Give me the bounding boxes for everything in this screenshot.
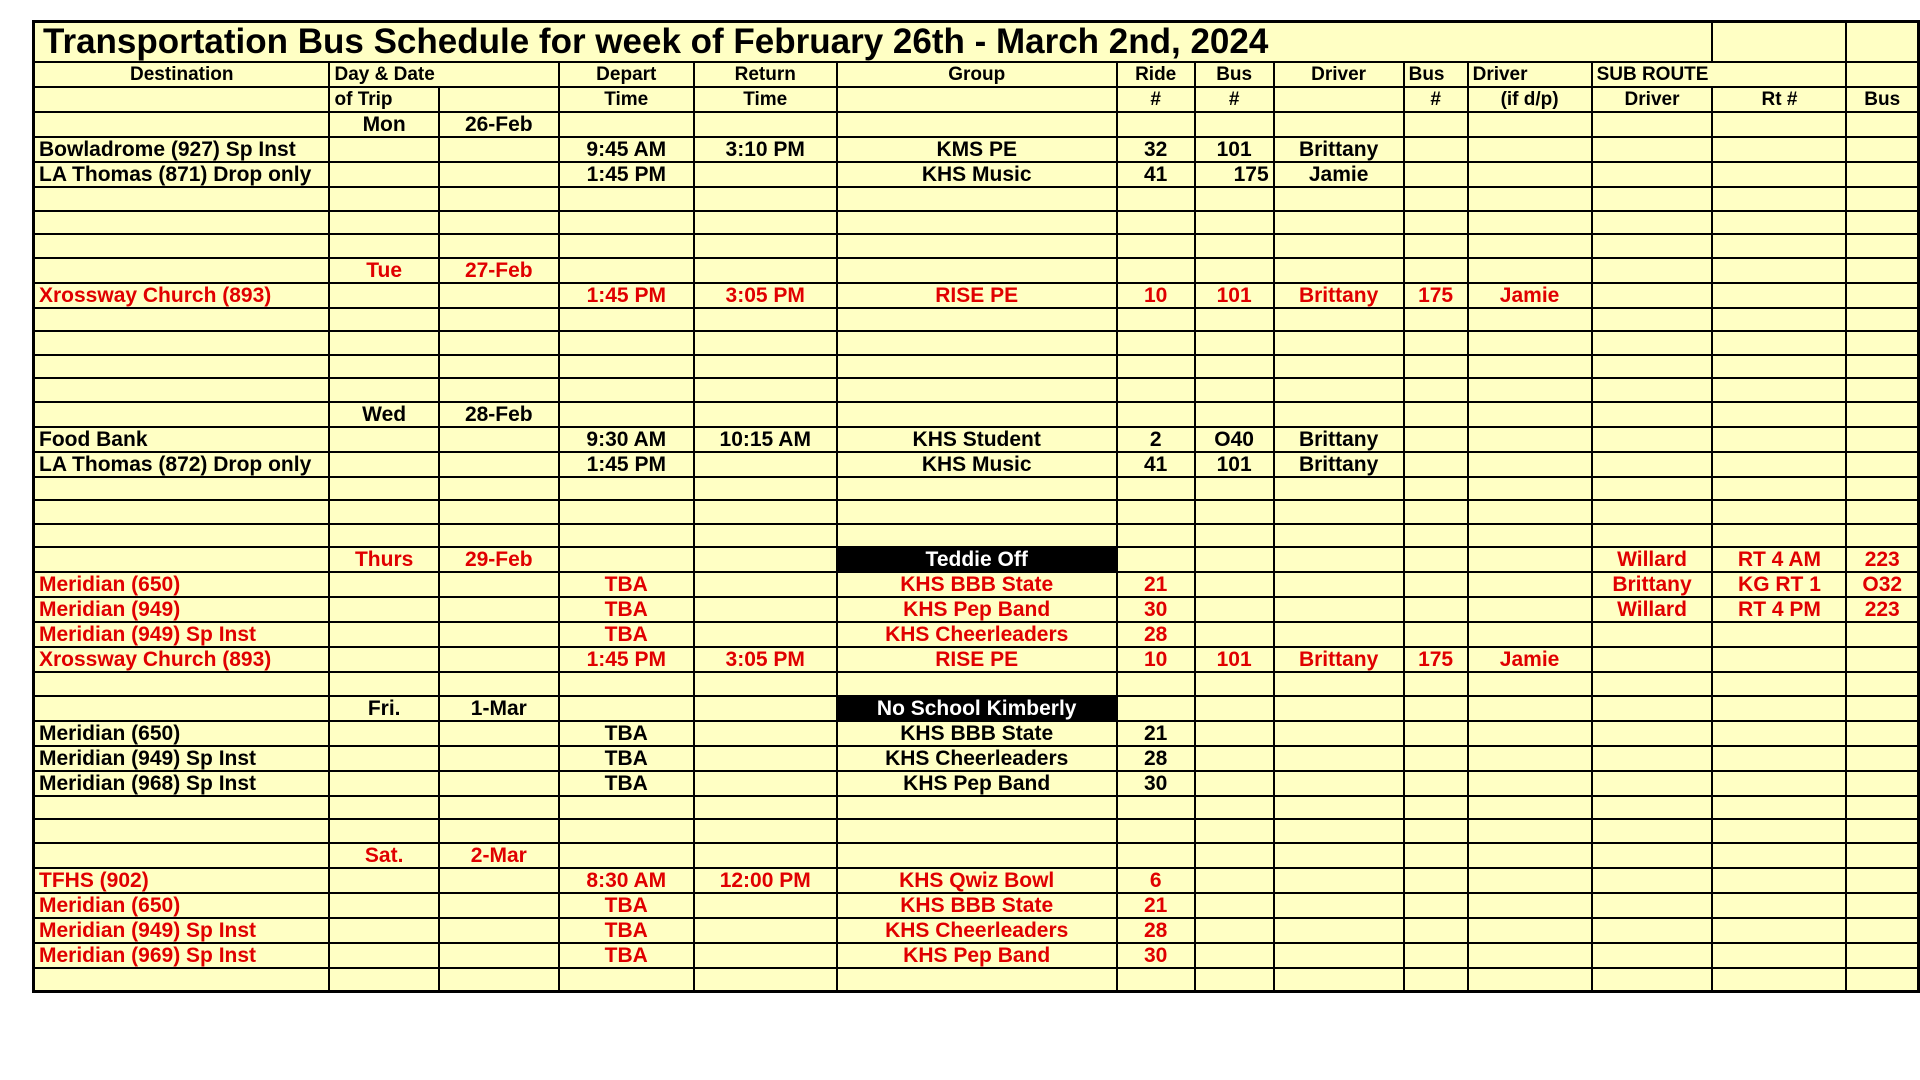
day-label: Mon: [329, 112, 438, 137]
trip-bus: 175: [1195, 162, 1274, 187]
trip-destination: LA Thomas (872) Drop only: [34, 452, 330, 477]
trip-bus-2: 175: [1404, 647, 1468, 672]
trip-group: KHS Cheerleaders: [837, 918, 1117, 943]
header-driver: Driver: [1274, 62, 1404, 87]
trip-row: [34, 572, 1919, 597]
trip-row: [34, 162, 1919, 187]
empty-row: [34, 477, 1919, 501]
header-row-2: [34, 87, 1919, 112]
day-row-thu: [34, 547, 1919, 572]
day-row-mon: [34, 112, 1919, 137]
trip-ride: 41: [1117, 162, 1195, 187]
trip-driver: Brittany: [1274, 647, 1404, 672]
trip-destination: Xrossway Church (893): [34, 283, 330, 308]
sub-driver: Brittany: [1592, 572, 1713, 597]
trip-ride: 6: [1117, 868, 1195, 893]
trip-depart: TBA: [559, 597, 694, 622]
header-return: Return: [694, 62, 837, 87]
trip-group: KHS Student: [837, 427, 1117, 452]
trip-depart: TBA: [559, 893, 694, 918]
day-note-banner: Teddie Off: [837, 547, 1117, 572]
trip-group: KHS BBB State: [837, 721, 1117, 746]
trip-driver: Brittany: [1274, 137, 1404, 162]
trip-return: 3:10 PM: [694, 137, 837, 162]
day-label: Tue: [329, 258, 438, 283]
header-blank: [837, 87, 1117, 112]
trip-row: [34, 868, 1919, 893]
trip-depart: TBA: [559, 622, 694, 647]
trip-depart: 8:30 AM: [559, 868, 694, 893]
day-label: Thurs: [329, 547, 438, 572]
trip-bus: 101: [1195, 452, 1274, 477]
trip-depart: 1:45 PM: [559, 283, 694, 308]
header-group: Group: [837, 62, 1117, 87]
trip-destination: Meridian (968) Sp Inst: [34, 771, 330, 796]
schedule-table: [32, 20, 1920, 993]
trip-bus: O40: [1195, 427, 1274, 452]
day-row-fri: [34, 696, 1919, 721]
header-day-date: Day & Date: [329, 62, 438, 87]
sub-route-number: RT 4 AM: [1712, 547, 1846, 572]
trip-group: KHS Qwiz Bowl: [837, 868, 1117, 893]
trip-ride: 21: [1117, 721, 1195, 746]
sub-route-number: KG RT 1: [1712, 572, 1846, 597]
trip-destination: Meridian (650): [34, 572, 330, 597]
trip-depart: TBA: [559, 943, 694, 968]
trip-group: KHS Pep Band: [837, 771, 1117, 796]
trip-ride: 21: [1117, 572, 1195, 597]
trip-row: [34, 427, 1919, 452]
header-return-time: Time: [694, 87, 837, 112]
trip-bus-2: 175: [1404, 283, 1468, 308]
header-sub-route: SUB ROUTE: [1592, 62, 1713, 87]
header-bus-2: Bus: [1404, 62, 1468, 87]
trip-depart: TBA: [559, 572, 694, 597]
trip-row: [34, 943, 1919, 968]
trip-depart: 9:45 AM: [559, 137, 694, 162]
sub-driver: Willard: [1592, 597, 1713, 622]
header-blank: [439, 87, 559, 112]
header-depart: Depart: [559, 62, 694, 87]
empty-row: [34, 234, 1919, 258]
empty-row: [34, 672, 1919, 696]
header-if-dp: (if d/p): [1468, 87, 1592, 112]
trip-return: 3:05 PM: [694, 283, 837, 308]
day-row-wed: [34, 402, 1919, 427]
empty-row: [34, 500, 1919, 524]
empty-row: [34, 308, 1919, 332]
trip-row: [34, 622, 1919, 647]
trip-depart: TBA: [559, 721, 694, 746]
empty-cell: [1846, 22, 1918, 63]
day-date: 2-Mar: [439, 843, 559, 868]
trip-group: RISE PE: [837, 647, 1117, 672]
trip-driver: Brittany: [1274, 452, 1404, 477]
header-sub-bus: Bus: [1846, 87, 1918, 112]
header-ride: Ride: [1117, 62, 1195, 87]
empty-row: [34, 187, 1919, 211]
trip-depart: 1:45 PM: [559, 452, 694, 477]
sub-driver: Willard: [1592, 547, 1713, 572]
header-blank: [1712, 62, 1846, 87]
trip-depart: TBA: [559, 918, 694, 943]
empty-row: [34, 355, 1919, 379]
trip-depart: TBA: [559, 746, 694, 771]
trip-row: [34, 771, 1919, 796]
trip-return: 10:15 AM: [694, 427, 837, 452]
trip-ride: 21: [1117, 893, 1195, 918]
trip-group: KHS BBB State: [837, 893, 1117, 918]
day-note-banner: No School Kimberly: [837, 696, 1117, 721]
trip-return: 12:00 PM: [694, 868, 837, 893]
header-bus-num: #: [1195, 87, 1274, 112]
trip-row: [34, 597, 1919, 622]
trip-row: [34, 647, 1919, 672]
trip-ride: 30: [1117, 771, 1195, 796]
header-sub-rt: Rt #: [1712, 87, 1846, 112]
day-row-sat: [34, 843, 1919, 868]
day-row-tue: [34, 258, 1919, 283]
trip-destination: Meridian (949) Sp Inst: [34, 622, 330, 647]
trip-group: KHS Pep Band: [837, 943, 1117, 968]
trip-ride: 32: [1117, 137, 1195, 162]
header-destination: Destination: [34, 62, 330, 87]
trip-row: [34, 721, 1919, 746]
header-blank: [1846, 62, 1918, 87]
trip-return: 3:05 PM: [694, 647, 837, 672]
trip-destination: Xrossway Church (893): [34, 647, 330, 672]
header-row-1: [34, 62, 1919, 87]
trip-row: [34, 918, 1919, 943]
trip-destination: Bowladrome (927) Sp Inst: [34, 137, 330, 162]
trip-driver: Brittany: [1274, 427, 1404, 452]
trip-destination: Food Bank: [34, 427, 330, 452]
trip-group: RISE PE: [837, 283, 1117, 308]
trip-group: KMS PE: [837, 137, 1117, 162]
trip-destination: Meridian (949) Sp Inst: [34, 918, 330, 943]
trip-ride: 30: [1117, 943, 1195, 968]
trip-ride: 28: [1117, 746, 1195, 771]
trip-group: KHS BBB State: [837, 572, 1117, 597]
trip-destination: Meridian (650): [34, 893, 330, 918]
day-date: 28-Feb: [439, 402, 559, 427]
trip-ride: 10: [1117, 283, 1195, 308]
header-bus: Bus: [1195, 62, 1274, 87]
trip-destination: LA Thomas (871) Drop only: [34, 162, 330, 187]
trip-depart: 1:45 PM: [559, 647, 694, 672]
trip-bus: 101: [1195, 647, 1274, 672]
sheet-title: Transportation Bus Schedule for week of February 26th - March 2nd, 2024: [34, 22, 1713, 63]
trip-ride: 28: [1117, 622, 1195, 647]
day-date: 27-Feb: [439, 258, 559, 283]
empty-row: [34, 331, 1919, 355]
trip-depart: TBA: [559, 771, 694, 796]
header-ride-num: #: [1117, 87, 1195, 112]
header-blank: [439, 62, 559, 87]
sub-bus: 223: [1846, 597, 1918, 622]
header-sub-driver: Driver: [1592, 87, 1713, 112]
trip-driver-2: Jamie: [1468, 647, 1592, 672]
empty-row: [34, 968, 1919, 992]
trip-destination: Meridian (650): [34, 721, 330, 746]
trip-group: KHS Pep Band: [837, 597, 1117, 622]
day-label: Fri.: [329, 696, 438, 721]
trip-destination: Meridian (949) Sp Inst: [34, 746, 330, 771]
sub-bus: 223: [1846, 547, 1918, 572]
trip-depart: 1:45 PM: [559, 162, 694, 187]
title-row: [34, 22, 1919, 63]
trip-destination: TFHS (902): [34, 868, 330, 893]
header-of-trip: of Trip: [329, 87, 438, 112]
header-bus2-num: #: [1404, 87, 1468, 112]
trip-driver: Brittany: [1274, 283, 1404, 308]
empty-cell: [1712, 22, 1846, 63]
trip-ride: 30: [1117, 597, 1195, 622]
trip-row: [34, 452, 1919, 477]
day-label: Wed: [329, 402, 438, 427]
trip-destination: Meridian (969) Sp Inst: [34, 943, 330, 968]
header-driver-2: Driver: [1468, 62, 1592, 87]
day-label: Sat.: [329, 843, 438, 868]
trip-ride: 2: [1117, 427, 1195, 452]
sub-bus: O32: [1846, 572, 1918, 597]
trip-ride: 41: [1117, 452, 1195, 477]
day-date: 29-Feb: [439, 547, 559, 572]
trip-row: [34, 893, 1919, 918]
day-date: 1-Mar: [439, 696, 559, 721]
trip-ride: 28: [1117, 918, 1195, 943]
trip-depart: 9:30 AM: [559, 427, 694, 452]
trip-bus: 101: [1195, 283, 1274, 308]
header-depart-time: Time: [559, 87, 694, 112]
trip-destination: Meridian (949): [34, 597, 330, 622]
trip-row: [34, 746, 1919, 771]
trip-group: KHS Cheerleaders: [837, 746, 1117, 771]
day-date: 26-Feb: [439, 112, 559, 137]
empty-row: [34, 796, 1919, 820]
trip-row: [34, 283, 1919, 308]
trip-group: KHS Music: [837, 452, 1117, 477]
empty-row: [34, 524, 1919, 548]
trip-group: KHS Music: [837, 162, 1117, 187]
header-blank: [34, 87, 330, 112]
header-blank: [1274, 87, 1404, 112]
trip-driver: Jamie: [1274, 162, 1404, 187]
empty-row: [34, 378, 1919, 402]
sub-route-number: RT 4 PM: [1712, 597, 1846, 622]
trip-row: [34, 137, 1919, 162]
trip-bus: 101: [1195, 137, 1274, 162]
trip-ride: 10: [1117, 647, 1195, 672]
empty-row: [34, 819, 1919, 843]
trip-driver-2: Jamie: [1468, 283, 1592, 308]
empty-row: [34, 211, 1919, 235]
trip-group: KHS Cheerleaders: [837, 622, 1117, 647]
